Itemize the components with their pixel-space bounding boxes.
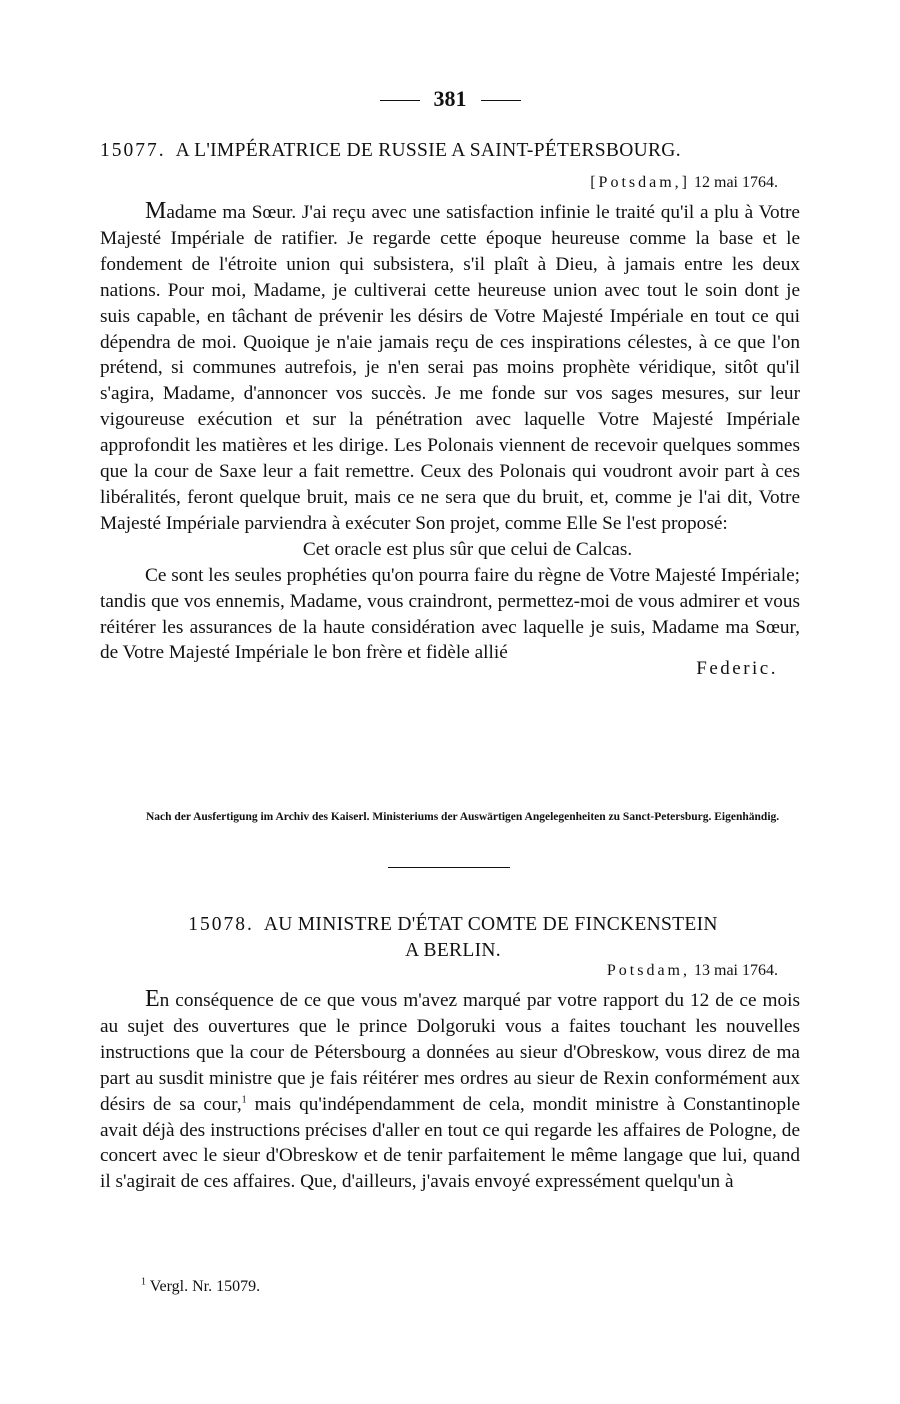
header-dash-left <box>380 100 420 101</box>
letter-1-paragraph-2 <box>100 563 800 680</box>
letter-1-paragraph-1-text: adame ma Sœur. J'ai reçu avec une satisfaction infinie le traité qu'il a plu à Votre Majesté Impériale de ratifier. Je regarde cette époque heureuse comme la base et le fondement de l'étroite union qui subsistera, s'il plaît à Dieu, à jamais entre les deux nations. Pour moi, Madame, je cultiverai cette heureuse union avec tout le soin dont je suis capable, en tâchant de prévenir les désirs de Votre Majesté Impériale en tout ce qui dépendra de moi. Quoique je n'aie jamais reçu de ces inspirations célestes, à ce que l'on prétend, si communes autrefois, je n'en serai pas moins prophète véridique, sitôt qu'il s'agira, Madame, d'annoncer vos succès. Je me fonde sur vos sages mesures, sur leur vigoureuse exécution et sur la pénétration avec laquelle Votre Majesté Impériale approfondit les matières et les dirige. Les Polonais viennent de recevoir quelques sommes que la cour de Saxe leur a fait remettre. Ceux des Polonais qui voudront avoir part à ces libéralités, feront quelque bruit, mais ce ne sera que du bruit, et, comme je l'ai dit, Votre Majesté Impériale parviendra à exécuter Son projet, comme Elle Se l'est proposé: <box>100 202 800 534</box>
letter-1-dateline <box>590 174 778 192</box>
header-dash-right <box>481 100 521 101</box>
letter-2-title-line-1 <box>118 912 788 938</box>
letter-2-paragraph-1-text-b: mais qu'indépendamment de cela, mondit ministre à Constantinople avait déjà des instructions précises d'aller en tout ce qui regarde les affaires de Pologne, de concert avec le sieur d'Obreskow et de tenir parfaitement le même langage que lui, quand il s'agirait de ces affaires. Que, d'ailleurs, j'avais envoyé expressément quelqu'un à <box>100 1093 801 1193</box>
letter-1-body <box>100 198 800 680</box>
section-divider <box>388 867 510 868</box>
letter-1-title <box>100 138 810 164</box>
letter-1-paragraph-2-text: Ce sont les seules prophéties qu'on pourra faire du règne de Votre Majesté Impériale; tandis que vos ennemis, Madame, vous craindront, permettez-moi de vous admirer et vous réitérer les assurances de la haute considération avec laquelle je suis, Madame ma Sœur, de Votre Majesté Impériale le bon frère et fidèle allié <box>100 564 800 664</box>
letter-1-initial: M <box>145 198 167 224</box>
page-header <box>0 86 900 112</box>
footnote-reference: 1 <box>241 1094 247 1106</box>
footnote-text: Vergl. Nr. 15079. <box>149 1278 261 1295</box>
letter-1-number: 15077. <box>100 140 166 161</box>
letter-1-source-note: Nach der Ausfertigung im Archiv des Kaiserl. Ministeriums der Auswärtigen Angelegenheiten zu Sanct-Petersburg. Eigenhändig. <box>146 811 780 823</box>
letter-2-body <box>100 987 800 1195</box>
letter-2-number: 15078. <box>188 914 254 935</box>
letter-2-title-line-2: A BERLIN. <box>405 940 501 961</box>
letter-1-paragraph-1 <box>100 199 800 537</box>
letter-2-addressee: AU MINISTRE D'ÉTAT COMTE DE FINCKENSTEIN <box>263 914 718 935</box>
letter-2-date: 13 mai 1764. <box>694 962 778 979</box>
page-number: 381 <box>433 86 467 111</box>
letter-2-paragraph-1 <box>100 987 800 1195</box>
footnote-marker: 1 <box>141 1276 146 1288</box>
letter-1-date: 12 mai 1764. <box>694 174 778 191</box>
letter-1-addressee: A L'IMPÉRATRICE DE RUSSIE A SAINT-PÉTERSBOURG. <box>175 140 681 161</box>
letter-1-verse: Cet oracle est plus sûr que celui de Calcas. <box>302 538 633 560</box>
letter-1-date-place: [Potsdam,] <box>590 174 690 191</box>
letter-2-paragraph-1-text-a: n conséquence de ce que vous m'avez marqué par votre rapport du 12 de ce mois au sujet des ouvertures que le prince Dolgoruki vous a faites touchant les nouvelles instructions que la cour de Pétersbourg a données au sieur d'Obreskow, vous direz de ma part au susdit ministre que je fais réitérer mes ordres au sieur de Rexin conformément aux désirs de sa cour, <box>100 990 800 1115</box>
letter-1-signature: Federic. <box>696 658 778 680</box>
letter-2-title <box>118 912 788 964</box>
letter-2-dateline <box>607 962 778 980</box>
letter-2-date-place: Potsdam, <box>606 962 690 979</box>
letter-2-initial: E <box>145 986 160 1012</box>
footnote <box>141 1278 260 1296</box>
